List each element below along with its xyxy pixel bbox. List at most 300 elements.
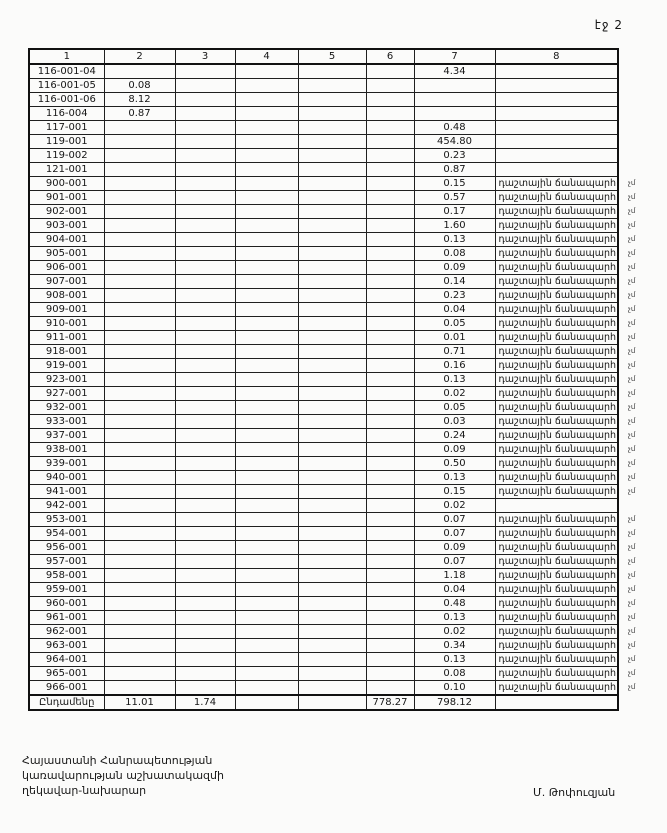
cell-col8: դաշտային ճանապարհ xyxy=(495,485,618,499)
margin-note: չմ xyxy=(628,305,636,313)
cell-col8: դաշտային ճանապարհ xyxy=(495,653,618,667)
margin-note: չմ xyxy=(628,361,636,369)
cell-col1: 911-001 xyxy=(29,331,104,345)
cell-col3 xyxy=(175,163,235,177)
cell-col8: դաշտային ճանապարհ xyxy=(495,247,618,261)
cell-col1: 963-001 xyxy=(29,639,104,653)
cell-col5 xyxy=(298,583,366,597)
margin-note: չմ xyxy=(628,179,636,187)
cell-col5 xyxy=(298,471,366,485)
cell-col7: 0.50 xyxy=(414,457,495,471)
cell-col3 xyxy=(175,429,235,443)
cell-col1: 964-001 xyxy=(29,653,104,667)
cell-col5 xyxy=(298,555,366,569)
cell-col7: 0.08 xyxy=(414,247,495,261)
cell-col4 xyxy=(235,79,298,93)
cell-col4 xyxy=(235,541,298,555)
cell-col2 xyxy=(104,653,175,667)
cell-col5 xyxy=(298,107,366,121)
table-row xyxy=(29,121,654,135)
cell-col8: դաշտային ճանապարհ xyxy=(495,611,618,625)
cell-col8: դաշտային ճանապարհ xyxy=(495,429,618,443)
cell-col5 xyxy=(298,205,366,219)
cell-col5 xyxy=(298,667,366,681)
cell-col2: 2 xyxy=(104,49,175,64)
cell-col7: 4.34 xyxy=(414,64,495,79)
table-row xyxy=(29,64,654,79)
table-row xyxy=(29,317,654,331)
cell-col3 xyxy=(175,219,235,233)
cell-col4 xyxy=(235,429,298,443)
cell-col3 xyxy=(175,667,235,681)
table-row xyxy=(29,135,654,149)
table-row xyxy=(29,107,654,121)
margin-note xyxy=(618,163,654,177)
cell-col6 xyxy=(366,275,414,289)
table-row xyxy=(29,429,654,443)
cell-col7: 0.23 xyxy=(414,149,495,163)
cell-col2 xyxy=(104,121,175,135)
table-total-row xyxy=(29,695,654,710)
cell-col1: 900-001 xyxy=(29,177,104,191)
margin-note: չմ xyxy=(628,347,636,355)
cell-col7: 0.57 xyxy=(414,191,495,205)
cell-col1: 905-001 xyxy=(29,247,104,261)
cell-col3 xyxy=(175,415,235,429)
cell-col4 xyxy=(235,247,298,261)
cell-col5 xyxy=(298,345,366,359)
cell-col4 xyxy=(235,359,298,373)
issuer-line-1: Հայաստանի Հանրապետության xyxy=(22,754,213,767)
cell-col3 xyxy=(175,625,235,639)
cell-col8: 8 xyxy=(495,49,618,64)
cell-col6 xyxy=(366,611,414,625)
cell-col3 xyxy=(175,387,235,401)
cell-col6 xyxy=(366,471,414,485)
cell-col4 xyxy=(235,373,298,387)
cell-col8: դաշտային ճանապարհ xyxy=(495,583,618,597)
cell-col2 xyxy=(104,443,175,457)
cell-col2 xyxy=(104,373,175,387)
table-row xyxy=(29,583,654,597)
cell-col3 xyxy=(175,135,235,149)
table-row xyxy=(29,261,654,275)
table-row xyxy=(29,513,654,527)
cell-col4 xyxy=(235,191,298,205)
cell-col5 xyxy=(298,415,366,429)
cell-col7: 0.17 xyxy=(414,205,495,219)
cell-col5 xyxy=(298,373,366,387)
cell-col1: 910-001 xyxy=(29,317,104,331)
cell-col7: 0.14 xyxy=(414,275,495,289)
cell-col2 xyxy=(104,205,175,219)
cell-col5 xyxy=(298,233,366,247)
cell-col4 xyxy=(235,64,298,79)
cell-col8: դաշտային ճանապարհ xyxy=(495,373,618,387)
cell-col7: 0.71 xyxy=(414,345,495,359)
table-header-row xyxy=(29,49,654,64)
cell-col7: 0.07 xyxy=(414,513,495,527)
cell-col2 xyxy=(104,317,175,331)
cell-col8: դաշտային ճանապարհ xyxy=(495,275,618,289)
margin-note: չմ xyxy=(628,249,636,257)
cell-col8: դաշտային ճանապարհ xyxy=(495,513,618,527)
cell-col8: դաշտային ճանապարհ xyxy=(495,177,618,191)
margin-note: չմ xyxy=(628,207,636,215)
cell-col1: 958-001 xyxy=(29,569,104,583)
cell-col8 xyxy=(495,499,618,513)
cell-col2 xyxy=(104,191,175,205)
table-row xyxy=(29,359,654,373)
cell-col7: 0.02 xyxy=(414,499,495,513)
cell-col4 xyxy=(235,513,298,527)
cell-col7: 0.24 xyxy=(414,429,495,443)
cell-col6 xyxy=(366,667,414,681)
cell-col6 xyxy=(366,653,414,667)
cell-col5 xyxy=(298,359,366,373)
cell-col7: 7 xyxy=(414,49,495,64)
cell-col5 xyxy=(298,569,366,583)
cell-col2 xyxy=(104,331,175,345)
table-row xyxy=(29,569,654,583)
cell-col5 xyxy=(298,429,366,443)
cell-col6 xyxy=(366,569,414,583)
cell-col2 xyxy=(104,289,175,303)
margin-note: չմ xyxy=(628,515,636,523)
cell-col7: 0.48 xyxy=(414,597,495,611)
table-row xyxy=(29,93,654,107)
cell-col5 xyxy=(298,163,366,177)
margin-note: չմ xyxy=(628,585,636,593)
cell-col2: 8.12 xyxy=(104,93,175,107)
cell-col5 xyxy=(298,93,366,107)
table-row xyxy=(29,205,654,219)
cell-col1: 938-001 xyxy=(29,443,104,457)
margin-note: չմ xyxy=(628,669,636,677)
cell-col2 xyxy=(104,555,175,569)
margin-note: չմ xyxy=(628,445,636,453)
cell-col2 xyxy=(104,177,175,191)
cell-col8: դաշտային ճանապարհ xyxy=(495,205,618,219)
table-row xyxy=(29,289,654,303)
cell-col7: 0.05 xyxy=(414,401,495,415)
cell-col4 xyxy=(235,345,298,359)
cell-col6 xyxy=(366,359,414,373)
margin-note: չմ xyxy=(628,571,636,579)
table-row xyxy=(29,247,654,261)
table-row xyxy=(29,471,654,485)
cell-col3 xyxy=(175,233,235,247)
cell-col6 xyxy=(366,191,414,205)
cell-col8: դաշտային ճանապարհ xyxy=(495,555,618,569)
cell-col8: դաշտային ճանապարհ xyxy=(495,359,618,373)
cell-col2 xyxy=(104,681,175,696)
cell-col4 xyxy=(235,485,298,499)
cell-col3 xyxy=(175,555,235,569)
cell-col2 xyxy=(104,387,175,401)
margin-note: չմ xyxy=(628,193,636,201)
cell-col6 xyxy=(366,387,414,401)
cell-col7: 0.87 xyxy=(414,163,495,177)
cell-col3 xyxy=(175,401,235,415)
cell-col1: 119-001 xyxy=(29,135,104,149)
cell-col6 xyxy=(366,121,414,135)
table-row xyxy=(29,79,654,93)
cell-col6 xyxy=(366,289,414,303)
cell-col1: 966-001 xyxy=(29,681,104,696)
cell-col8 xyxy=(495,121,618,135)
cell-col5 xyxy=(298,219,366,233)
cell-col1: 933-001 xyxy=(29,415,104,429)
cell-col7: 0.13 xyxy=(414,611,495,625)
margin-note: չմ xyxy=(628,613,636,621)
table-row xyxy=(29,555,654,569)
cell-col3 xyxy=(175,611,235,625)
cell-col2 xyxy=(104,499,175,513)
cell-col6 xyxy=(366,443,414,457)
margin-note: չմ xyxy=(628,319,636,327)
cell-col1: 116-001-04 xyxy=(29,64,104,79)
cell-col6 xyxy=(366,625,414,639)
cell-col1: 965-001 xyxy=(29,667,104,681)
margin-note: չմ xyxy=(628,277,636,285)
cell-col2 xyxy=(104,597,175,611)
cell-col2 xyxy=(104,625,175,639)
cell-col8: դաշտային ճանապարհ xyxy=(495,625,618,639)
cell-col2 xyxy=(104,513,175,527)
cell-col6 xyxy=(366,247,414,261)
cell-col3 xyxy=(175,443,235,457)
cell-col7: 0.08 xyxy=(414,667,495,681)
cell-col7: 0.15 xyxy=(414,177,495,191)
cell-col3 xyxy=(175,499,235,513)
cell-col6 xyxy=(366,527,414,541)
cell-col4 xyxy=(235,303,298,317)
cell-col5 xyxy=(298,513,366,527)
margin-note: չմ xyxy=(628,235,636,243)
cell-col4: 4 xyxy=(235,49,298,64)
cell-col3 xyxy=(175,373,235,387)
cell-col7: 0.13 xyxy=(414,653,495,667)
cell-col4 xyxy=(235,387,298,401)
cell-col1: 902-001 xyxy=(29,205,104,219)
cell-col8: դաշտային ճանապարհ xyxy=(495,233,618,247)
cell-col6 xyxy=(366,401,414,415)
table-row xyxy=(29,485,654,499)
cell-col3 xyxy=(175,681,235,696)
cell-col8: դաշտային ճանապարհ xyxy=(495,303,618,317)
margin-note xyxy=(618,149,654,163)
cell-col7 xyxy=(414,93,495,107)
margin-note: չմ xyxy=(628,389,636,397)
cell-col3 xyxy=(175,121,235,135)
margin-note: չմ xyxy=(628,557,636,565)
cell-col5 xyxy=(298,387,366,401)
cell-col3 xyxy=(175,205,235,219)
margin-note: չմ xyxy=(628,459,636,467)
cell-col6 xyxy=(366,135,414,149)
cell-col8: դաշտային ճանապարհ xyxy=(495,639,618,653)
cell-col5 xyxy=(298,79,366,93)
cell-col5 xyxy=(298,247,366,261)
table-row xyxy=(29,611,654,625)
cell-col3 xyxy=(175,359,235,373)
cell-col1: 956-001 xyxy=(29,541,104,555)
cell-col4 xyxy=(235,261,298,275)
cell-col5 xyxy=(298,625,366,639)
cell-col1: 959-001 xyxy=(29,583,104,597)
cell-col2 xyxy=(104,163,175,177)
margin-note: չմ xyxy=(628,431,636,439)
cell-col5 xyxy=(298,639,366,653)
cell-col8 xyxy=(495,695,618,710)
margin-note: չմ xyxy=(628,221,636,229)
margin-note: չմ xyxy=(628,375,636,383)
cell-col6 xyxy=(366,149,414,163)
margin-note: չմ xyxy=(628,263,636,271)
cell-col3 xyxy=(175,191,235,205)
cell-col6 xyxy=(366,429,414,443)
cell-col7: 0.01 xyxy=(414,331,495,345)
margin-note: չմ xyxy=(628,529,636,537)
cell-col7: 798.12 xyxy=(414,695,495,710)
cell-col6 xyxy=(366,64,414,79)
cell-col2 xyxy=(104,345,175,359)
cell-col3 xyxy=(175,149,235,163)
cell-col3 xyxy=(175,569,235,583)
cell-col6: 6 xyxy=(366,49,414,64)
cell-col1: 904-001 xyxy=(29,233,104,247)
cell-col5 xyxy=(298,527,366,541)
cell-col1: 940-001 xyxy=(29,471,104,485)
margin-note xyxy=(618,135,654,149)
cell-col4 xyxy=(235,401,298,415)
cell-col3 xyxy=(175,471,235,485)
cell-col2 xyxy=(104,541,175,555)
cell-col2 xyxy=(104,359,175,373)
margin-note xyxy=(618,499,654,513)
cell-col5 xyxy=(298,149,366,163)
cell-col8: դաշտային ճանապարհ xyxy=(495,681,618,696)
cell-col2 xyxy=(104,401,175,415)
cell-col2: 0.87 xyxy=(104,107,175,121)
cell-col3 xyxy=(175,639,235,653)
cell-col1: 923-001 xyxy=(29,373,104,387)
cell-col3 xyxy=(175,93,235,107)
table-row xyxy=(29,275,654,289)
cell-col7: 0.13 xyxy=(414,471,495,485)
cell-col7: 0.07 xyxy=(414,527,495,541)
cell-col3 xyxy=(175,107,235,121)
cell-col8: դաշտային ճանապարհ xyxy=(495,219,618,233)
margin-note xyxy=(618,64,654,79)
cell-col7: 0.07 xyxy=(414,555,495,569)
cell-col2 xyxy=(104,233,175,247)
cell-col7: 0.09 xyxy=(414,541,495,555)
cell-col4 xyxy=(235,625,298,639)
cell-col4 xyxy=(235,93,298,107)
margin-note xyxy=(618,121,654,135)
cell-col4 xyxy=(235,317,298,331)
table-row xyxy=(29,457,654,471)
cell-col4 xyxy=(235,653,298,667)
cell-col7: 0.15 xyxy=(414,485,495,499)
cell-col3 xyxy=(175,345,235,359)
cell-col7: 1.18 xyxy=(414,569,495,583)
cell-col3 xyxy=(175,331,235,345)
cell-col4 xyxy=(235,443,298,457)
cell-col5 xyxy=(298,499,366,513)
cell-col3 xyxy=(175,317,235,331)
table-row xyxy=(29,303,654,317)
cell-col3 xyxy=(175,485,235,499)
cell-col5 xyxy=(298,289,366,303)
cell-col7: 0.03 xyxy=(414,415,495,429)
cell-col1: 1 xyxy=(29,49,104,64)
cell-col8: դաշտային ճանապարհ xyxy=(495,597,618,611)
cell-col6 xyxy=(366,107,414,121)
cell-col6 xyxy=(366,331,414,345)
cell-col4 xyxy=(235,177,298,191)
cell-col1: 939-001 xyxy=(29,457,104,471)
table-row xyxy=(29,163,654,177)
cell-col8: դաշտային ճանապարհ xyxy=(495,317,618,331)
cell-col2 xyxy=(104,457,175,471)
margin-note: չմ xyxy=(628,683,636,692)
cell-col7: 0.04 xyxy=(414,303,495,317)
land-parcel-table xyxy=(28,48,655,711)
cell-col2 xyxy=(104,303,175,317)
cell-col1: 962-001 xyxy=(29,625,104,639)
cell-col4 xyxy=(235,415,298,429)
cell-col5 xyxy=(298,191,366,205)
cell-col4 xyxy=(235,583,298,597)
cell-col6 xyxy=(366,415,414,429)
cell-col4 xyxy=(235,205,298,219)
cell-col6 xyxy=(366,205,414,219)
table-row xyxy=(29,331,654,345)
margin-note: չմ xyxy=(628,333,636,341)
cell-col5 xyxy=(298,275,366,289)
cell-col2: 11.01 xyxy=(104,695,175,710)
cell-col3 xyxy=(175,289,235,303)
table-row xyxy=(29,681,654,696)
cell-col6 xyxy=(366,261,414,275)
cell-col3 xyxy=(175,275,235,289)
cell-col4 xyxy=(235,597,298,611)
land-parcel-table-wrap xyxy=(28,48,655,711)
cell-col6 xyxy=(366,163,414,177)
cell-col5 xyxy=(298,681,366,696)
cell-col4 xyxy=(235,121,298,135)
cell-col1: 116-001-05 xyxy=(29,79,104,93)
margin-note: չմ xyxy=(628,291,636,299)
cell-col1: 903-001 xyxy=(29,219,104,233)
table-row xyxy=(29,233,654,247)
cell-col2 xyxy=(104,667,175,681)
cell-col2 xyxy=(104,135,175,149)
cell-col2 xyxy=(104,415,175,429)
cell-col6 xyxy=(366,555,414,569)
cell-col2 xyxy=(104,219,175,233)
cell-col5 xyxy=(298,695,366,710)
cell-col7: 0.34 xyxy=(414,639,495,653)
cell-col5 xyxy=(298,303,366,317)
cell-col3 xyxy=(175,457,235,471)
cell-col3 xyxy=(175,513,235,527)
cell-col1: 919-001 xyxy=(29,359,104,373)
cell-col4 xyxy=(235,639,298,653)
